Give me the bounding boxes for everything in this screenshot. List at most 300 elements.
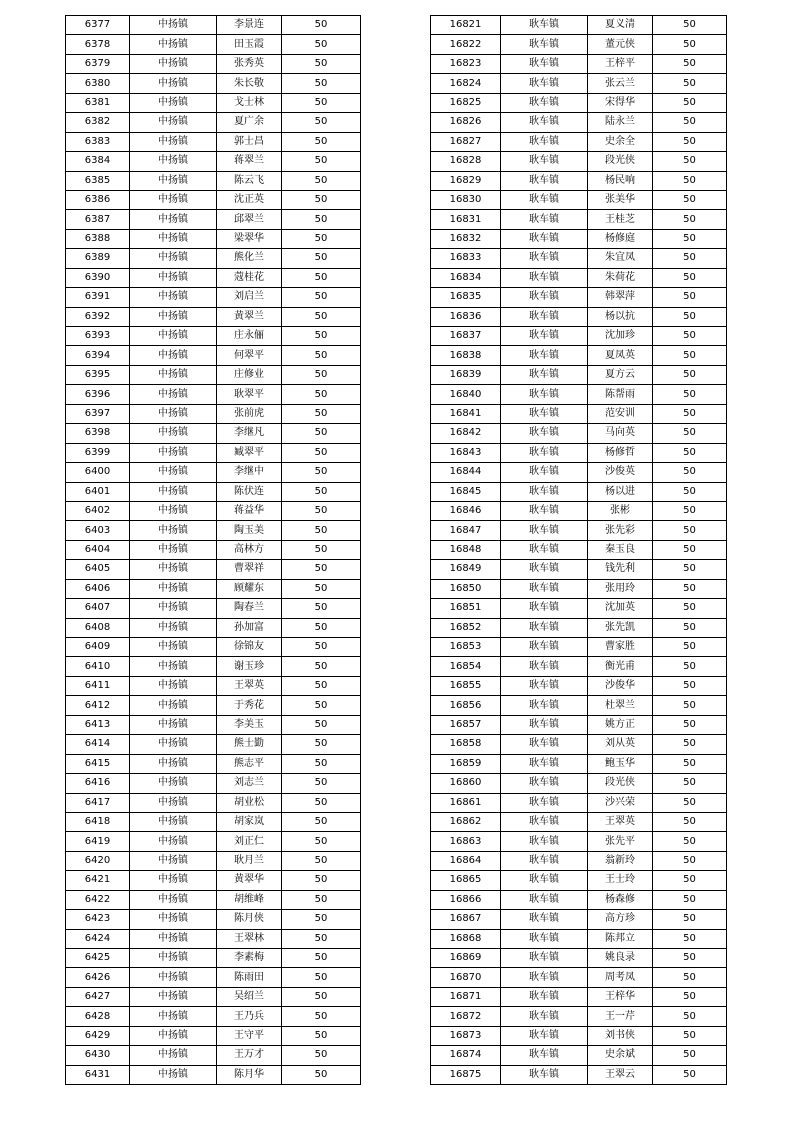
town-cell: 中扬镇	[130, 443, 217, 462]
row-number-cell: 6412	[66, 696, 130, 715]
person-name-cell: 翁新玲	[588, 851, 653, 870]
person-name-cell: 杨民响	[588, 171, 653, 190]
row-number-cell: 6397	[66, 404, 130, 423]
table-row	[431, 249, 727, 268]
amount-cell: 50	[653, 657, 727, 676]
table-row	[66, 132, 361, 151]
town-cell: 耿车镇	[501, 443, 588, 462]
row-number-cell: 6400	[66, 463, 130, 482]
person-name-cell: 张先彩	[588, 521, 653, 540]
amount-cell: 50	[282, 793, 361, 812]
table-row	[66, 540, 361, 559]
amount-cell: 50	[653, 1065, 727, 1084]
town-cell: 中扬镇	[130, 1026, 217, 1045]
amount-cell: 50	[653, 929, 727, 948]
row-number-cell: 16850	[431, 579, 501, 598]
person-name-cell: 朱长敬	[217, 74, 282, 93]
person-name-cell: 庄永俪	[217, 327, 282, 346]
table-row	[66, 793, 361, 812]
table-row	[431, 618, 727, 637]
person-name-cell: 史余斌	[588, 1046, 653, 1065]
town-cell: 耿车镇	[501, 35, 588, 54]
table-row	[66, 599, 361, 618]
amount-cell: 50	[282, 1065, 361, 1084]
amount-cell: 50	[653, 35, 727, 54]
town-cell: 中扬镇	[130, 715, 217, 734]
roster-table-left-body	[66, 16, 361, 1085]
town-cell: 耿车镇	[501, 113, 588, 132]
table-row	[431, 171, 727, 190]
amount-cell: 50	[282, 657, 361, 676]
person-name-cell: 王翠英	[217, 676, 282, 695]
row-number-cell: 6415	[66, 754, 130, 773]
person-name-cell: 王万才	[217, 1046, 282, 1065]
row-number-cell: 16836	[431, 307, 501, 326]
table-row	[431, 74, 727, 93]
amount-cell: 50	[653, 676, 727, 695]
town-cell: 中扬镇	[130, 812, 217, 831]
roster-table-right-body	[431, 16, 727, 1085]
amount-cell: 50	[653, 424, 727, 443]
person-name-cell: 李继中	[217, 463, 282, 482]
amount-cell: 50	[282, 1026, 361, 1045]
table-row	[66, 910, 361, 929]
amount-cell: 50	[282, 385, 361, 404]
town-cell: 耿车镇	[501, 229, 588, 248]
amount-cell: 50	[653, 793, 727, 812]
person-name-cell: 高方珍	[588, 910, 653, 929]
table-row	[431, 793, 727, 812]
town-cell: 耿车镇	[501, 832, 588, 851]
table-row	[431, 93, 727, 112]
table-row	[66, 949, 361, 968]
person-name-cell: 沈加英	[588, 599, 653, 618]
table-row	[66, 210, 361, 229]
row-number-cell: 16847	[431, 521, 501, 540]
row-number-cell: 16838	[431, 346, 501, 365]
town-cell: 中扬镇	[130, 579, 217, 598]
town-cell: 中扬镇	[130, 190, 217, 209]
table-row	[66, 190, 361, 209]
town-cell: 耿车镇	[501, 93, 588, 112]
row-number-cell: 16840	[431, 385, 501, 404]
table-row	[431, 482, 727, 501]
town-cell: 中扬镇	[130, 618, 217, 637]
row-number-cell: 6379	[66, 54, 130, 73]
table-row	[431, 35, 727, 54]
row-number-cell: 16851	[431, 599, 501, 618]
person-name-cell: 谢玉珍	[217, 657, 282, 676]
row-number-cell: 16848	[431, 540, 501, 559]
row-number-cell: 6380	[66, 74, 130, 93]
person-name-cell: 夏广余	[217, 113, 282, 132]
table-row	[431, 54, 727, 73]
town-cell: 耿车镇	[501, 540, 588, 559]
town-cell: 中扬镇	[130, 968, 217, 987]
row-number-cell: 16824	[431, 74, 501, 93]
amount-cell: 50	[653, 774, 727, 793]
amount-cell: 50	[653, 851, 727, 870]
table-row	[66, 249, 361, 268]
town-cell: 耿车镇	[501, 249, 588, 268]
amount-cell: 50	[282, 482, 361, 501]
amount-cell: 50	[653, 638, 727, 657]
person-name-cell: 张先凯	[588, 618, 653, 637]
amount-cell: 50	[282, 443, 361, 462]
town-cell: 中扬镇	[130, 949, 217, 968]
row-number-cell: 6404	[66, 540, 130, 559]
row-number-cell: 6401	[66, 482, 130, 501]
amount-cell: 50	[653, 229, 727, 248]
row-number-cell: 6387	[66, 210, 130, 229]
table-row	[66, 268, 361, 287]
amount-cell: 50	[653, 696, 727, 715]
person-name-cell: 顾耀东	[217, 579, 282, 598]
town-cell: 中扬镇	[130, 268, 217, 287]
amount-cell: 50	[282, 521, 361, 540]
town-cell: 中扬镇	[130, 74, 217, 93]
table-row	[431, 346, 727, 365]
person-name-cell: 陈雨田	[217, 968, 282, 987]
row-number-cell: 16867	[431, 910, 501, 929]
amount-cell: 50	[653, 579, 727, 598]
row-number-cell: 16821	[431, 16, 501, 35]
person-name-cell: 黄翠兰	[217, 307, 282, 326]
amount-cell: 50	[282, 268, 361, 287]
person-name-cell: 陈月华	[217, 1065, 282, 1084]
amount-cell: 50	[282, 346, 361, 365]
person-name-cell: 陈邦立	[588, 929, 653, 948]
person-name-cell: 臧翠平	[217, 443, 282, 462]
town-cell: 中扬镇	[130, 288, 217, 307]
table-row	[431, 599, 727, 618]
table-row	[66, 365, 361, 384]
town-cell: 中扬镇	[130, 16, 217, 35]
town-cell: 中扬镇	[130, 793, 217, 812]
person-name-cell: 张用玲	[588, 579, 653, 598]
row-number-cell: 6406	[66, 579, 130, 598]
town-cell: 耿车镇	[501, 54, 588, 73]
amount-cell: 50	[653, 735, 727, 754]
row-number-cell: 6409	[66, 638, 130, 657]
amount-cell: 50	[653, 482, 727, 501]
amount-cell: 50	[282, 16, 361, 35]
amount-cell: 50	[282, 676, 361, 695]
table-row	[66, 482, 361, 501]
table-row	[66, 735, 361, 754]
person-name-cell: 朱宜凤	[588, 249, 653, 268]
amount-cell: 50	[282, 812, 361, 831]
table-row	[66, 424, 361, 443]
person-name-cell: 杜翠兰	[588, 696, 653, 715]
person-name-cell: 刘正仁	[217, 832, 282, 851]
table-row	[66, 35, 361, 54]
town-cell: 中扬镇	[130, 871, 217, 890]
row-number-cell: 6407	[66, 599, 130, 618]
table-row	[431, 152, 727, 171]
table-row	[66, 1007, 361, 1026]
person-name-cell: 张前虎	[217, 404, 282, 423]
table-row	[66, 16, 361, 35]
amount-cell: 50	[282, 1046, 361, 1065]
town-cell: 中扬镇	[130, 1046, 217, 1065]
town-cell: 中扬镇	[130, 482, 217, 501]
amount-cell: 50	[653, 54, 727, 73]
person-name-cell: 韩翠萍	[588, 288, 653, 307]
amount-cell: 50	[282, 210, 361, 229]
person-name-cell: 熊士勤	[217, 735, 282, 754]
amount-cell: 50	[282, 910, 361, 929]
amount-cell: 50	[653, 910, 727, 929]
row-number-cell: 16831	[431, 210, 501, 229]
row-number-cell: 6381	[66, 93, 130, 112]
amount-cell: 50	[653, 443, 727, 462]
row-number-cell: 6405	[66, 560, 130, 579]
row-number-cell: 6423	[66, 910, 130, 929]
table-row	[431, 288, 727, 307]
amount-cell: 50	[282, 424, 361, 443]
person-name-cell: 刘志兰	[217, 774, 282, 793]
row-number-cell: 16865	[431, 871, 501, 890]
table-row	[66, 774, 361, 793]
person-name-cell: 李景连	[217, 16, 282, 35]
person-name-cell: 张云兰	[588, 74, 653, 93]
table-row	[431, 890, 727, 909]
town-cell: 中扬镇	[130, 171, 217, 190]
row-number-cell: 16841	[431, 404, 501, 423]
town-cell: 耿车镇	[501, 968, 588, 987]
amount-cell: 50	[653, 152, 727, 171]
row-number-cell: 16874	[431, 1046, 501, 1065]
row-number-cell: 16822	[431, 35, 501, 54]
amount-cell: 50	[653, 812, 727, 831]
row-number-cell: 6396	[66, 385, 130, 404]
table-row	[431, 715, 727, 734]
amount-cell: 50	[282, 735, 361, 754]
table-row	[431, 210, 727, 229]
person-name-cell: 郭士昌	[217, 132, 282, 151]
row-number-cell: 16829	[431, 171, 501, 190]
table-row	[431, 404, 727, 423]
amount-cell: 50	[282, 696, 361, 715]
row-number-cell: 6398	[66, 424, 130, 443]
row-number-cell: 6386	[66, 190, 130, 209]
person-name-cell: 邱翠兰	[217, 210, 282, 229]
row-number-cell: 6391	[66, 288, 130, 307]
table-row	[431, 113, 727, 132]
row-number-cell: 16830	[431, 190, 501, 209]
town-cell: 中扬镇	[130, 249, 217, 268]
person-name-cell: 张先平	[588, 832, 653, 851]
row-number-cell: 6428	[66, 1007, 130, 1026]
person-name-cell: 吴绍兰	[217, 987, 282, 1006]
amount-cell: 50	[653, 93, 727, 112]
row-number-cell: 16872	[431, 1007, 501, 1026]
person-name-cell: 熊志平	[217, 754, 282, 773]
person-name-cell: 刘书侠	[588, 1026, 653, 1045]
row-number-cell: 16870	[431, 968, 501, 987]
town-cell: 耿车镇	[501, 1065, 588, 1084]
town-cell: 中扬镇	[130, 307, 217, 326]
person-name-cell: 沈加珍	[588, 327, 653, 346]
table-row	[431, 307, 727, 326]
town-cell: 耿车镇	[501, 929, 588, 948]
person-name-cell: 孙加富	[217, 618, 282, 637]
person-name-cell: 王守平	[217, 1026, 282, 1045]
amount-cell: 50	[282, 618, 361, 637]
town-cell: 耿车镇	[501, 735, 588, 754]
amount-cell: 50	[282, 249, 361, 268]
row-number-cell: 6416	[66, 774, 130, 793]
person-name-cell: 段光侠	[588, 152, 653, 171]
person-name-cell: 庄修业	[217, 365, 282, 384]
town-cell: 中扬镇	[130, 560, 217, 579]
row-number-cell: 6395	[66, 365, 130, 384]
amount-cell: 50	[282, 404, 361, 423]
town-cell: 中扬镇	[130, 851, 217, 870]
table-row	[431, 1026, 727, 1045]
person-name-cell: 张美华	[588, 190, 653, 209]
person-name-cell: 曹家胜	[588, 638, 653, 657]
row-number-cell: 16862	[431, 812, 501, 831]
town-cell: 耿车镇	[501, 424, 588, 443]
table-row	[431, 871, 727, 890]
person-name-cell: 杨以抗	[588, 307, 653, 326]
town-cell: 中扬镇	[130, 229, 217, 248]
town-cell: 耿车镇	[501, 676, 588, 695]
table-row	[66, 346, 361, 365]
person-name-cell: 蒋益华	[217, 501, 282, 520]
town-cell: 耿车镇	[501, 949, 588, 968]
table-row	[66, 404, 361, 423]
town-cell: 耿车镇	[501, 579, 588, 598]
amount-cell: 50	[653, 463, 727, 482]
row-number-cell: 16871	[431, 987, 501, 1006]
table-row	[66, 871, 361, 890]
table-row	[431, 754, 727, 773]
amount-cell: 50	[653, 132, 727, 151]
table-row	[66, 929, 361, 948]
person-name-cell: 熊化兰	[217, 249, 282, 268]
amount-cell: 50	[653, 210, 727, 229]
row-number-cell: 6422	[66, 890, 130, 909]
row-number-cell: 6418	[66, 812, 130, 831]
town-cell: 耿车镇	[501, 871, 588, 890]
table-row	[66, 579, 361, 598]
town-cell: 耿车镇	[501, 987, 588, 1006]
table-row	[431, 968, 727, 987]
person-name-cell: 王梓平	[588, 54, 653, 73]
person-name-cell: 宋得华	[588, 93, 653, 112]
town-cell: 中扬镇	[130, 890, 217, 909]
town-cell: 中扬镇	[130, 35, 217, 54]
town-cell: 耿车镇	[501, 463, 588, 482]
amount-cell: 50	[282, 754, 361, 773]
town-cell: 中扬镇	[130, 327, 217, 346]
row-number-cell: 16856	[431, 696, 501, 715]
amount-cell: 50	[653, 346, 727, 365]
table-row	[66, 1046, 361, 1065]
town-cell: 耿车镇	[501, 16, 588, 35]
row-number-cell: 16835	[431, 288, 501, 307]
town-cell: 中扬镇	[130, 54, 217, 73]
town-cell: 中扬镇	[130, 424, 217, 443]
person-name-cell: 梁翠华	[217, 229, 282, 248]
town-cell: 耿车镇	[501, 210, 588, 229]
table-row	[431, 268, 727, 287]
person-name-cell: 田玉霞	[217, 35, 282, 54]
table-row	[431, 424, 727, 443]
row-number-cell: 6382	[66, 113, 130, 132]
person-name-cell: 王梓华	[588, 987, 653, 1006]
row-number-cell: 6413	[66, 715, 130, 734]
table-row	[431, 735, 727, 754]
person-name-cell: 胡业松	[217, 793, 282, 812]
amount-cell: 50	[653, 404, 727, 423]
table-row	[431, 696, 727, 715]
amount-cell: 50	[282, 987, 361, 1006]
table-row	[66, 890, 361, 909]
person-name-cell: 王翠林	[217, 929, 282, 948]
table-row	[431, 190, 727, 209]
amount-cell: 50	[653, 171, 727, 190]
table-row	[66, 113, 361, 132]
table-row	[431, 16, 727, 35]
town-cell: 中扬镇	[130, 1065, 217, 1084]
person-name-cell: 蒋翠兰	[217, 152, 282, 171]
row-number-cell: 6390	[66, 268, 130, 287]
table-row	[66, 443, 361, 462]
town-cell: 中扬镇	[130, 501, 217, 520]
amount-cell: 50	[653, 987, 727, 1006]
person-name-cell: 姚方正	[588, 715, 653, 734]
row-number-cell: 6429	[66, 1026, 130, 1045]
person-name-cell: 杨修庭	[588, 229, 653, 248]
row-number-cell: 6414	[66, 735, 130, 754]
town-cell: 中扬镇	[130, 735, 217, 754]
amount-cell: 50	[653, 288, 727, 307]
person-name-cell: 朱荷花	[588, 268, 653, 287]
person-name-cell: 夏方云	[588, 365, 653, 384]
row-number-cell: 16827	[431, 132, 501, 151]
amount-cell: 50	[653, 268, 727, 287]
town-cell: 耿车镇	[501, 288, 588, 307]
person-name-cell: 沙兴荣	[588, 793, 653, 812]
table-row	[431, 540, 727, 559]
amount-cell: 50	[282, 307, 361, 326]
amount-cell: 50	[282, 327, 361, 346]
table-row	[431, 385, 727, 404]
person-name-cell: 陶春兰	[217, 599, 282, 618]
person-name-cell: 沙俊华	[588, 676, 653, 695]
amount-cell: 50	[282, 463, 361, 482]
table-row	[431, 560, 727, 579]
person-name-cell: 黄翠华	[217, 871, 282, 890]
row-number-cell: 16855	[431, 676, 501, 695]
person-name-cell: 周考凤	[588, 968, 653, 987]
person-name-cell: 钱先利	[588, 560, 653, 579]
amount-cell: 50	[282, 152, 361, 171]
row-number-cell: 6410	[66, 657, 130, 676]
table-row	[431, 443, 727, 462]
town-cell: 中扬镇	[130, 1007, 217, 1026]
table-row	[66, 715, 361, 734]
town-cell: 耿车镇	[501, 1026, 588, 1045]
table-row	[66, 1026, 361, 1045]
amount-cell: 50	[653, 501, 727, 520]
row-number-cell: 6402	[66, 501, 130, 520]
amount-cell: 50	[282, 638, 361, 657]
